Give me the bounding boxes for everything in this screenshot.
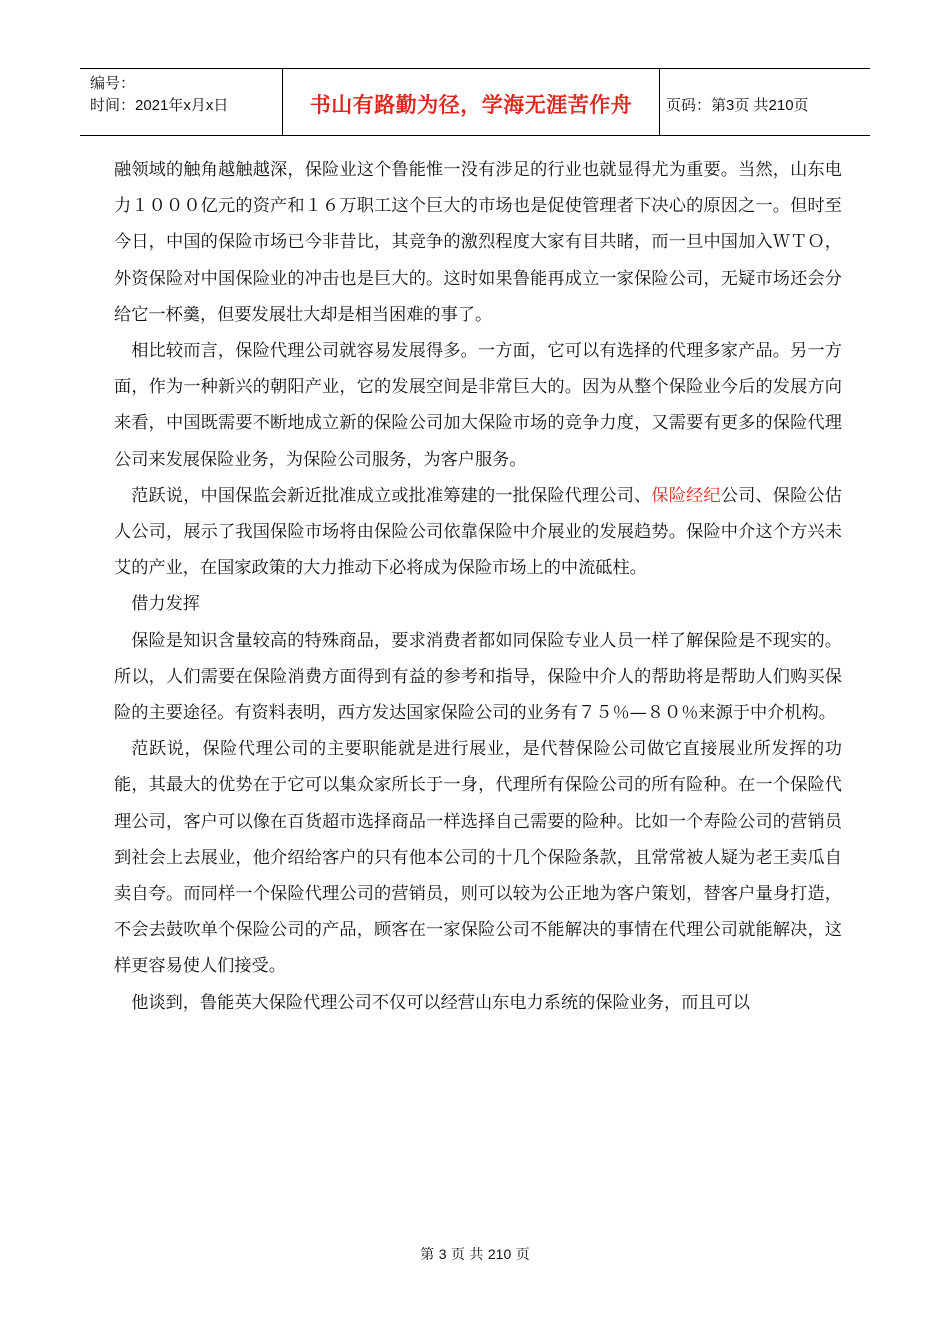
paragraph xyxy=(114,478,842,587)
paragraph: 融领域的触角越触越深，保险业这个鲁能惟一没有涉足的行业也就显得尤为重要。当然，山东电力１０００亿元的资产和１６万职工这个巨大的市场也是促使管理者下决心的原因之一。但时至今日，中国的保险市场已今非昔比，其竞争的激烈程度大家有目共睹，而一旦中国加入ＷＴＯ，外资保险对中国保险业的冲击也是巨大的。这时如果鲁能再成立一家保险公司，无疑市场还会分给它一杯羹，但要发展壮大却是相当困难的事了。 xyxy=(114,160,842,325)
footer-suffix: 页 xyxy=(515,1247,530,1263)
footer-prefix: 第 xyxy=(420,1247,435,1263)
paragraph: 保险是知识含量较高的特殊商品，要求消费者都如同保险专业人员一样了解保险是不现实的。所以，人们需要在保险消费方面得到有益的参考和指导，保险中介人的帮助将是帮助人们购买保险的主要途径。有资料表明，西方发达国家保险公司的业务有７５％—８０％来源于中介机构。 xyxy=(114,630,842,724)
footer-page-number: 3 xyxy=(438,1246,447,1262)
paragraph: 相比较而言，保险代理公司就容易发展得多。一方面，它可以有选择的代理多家产品。另一方面，作为一种新兴的朝阳产业，它的发展空间是非常巨大的。因为从整个保险业今后的发展方向来看，中国既需要不断地成立新的保险公司加大保险市场的竞争力度，又需要有更多的保险代理公司来发展保险业务，为保险公司服务，为客户服务。 xyxy=(114,341,842,470)
footer-total-pages: 210 xyxy=(487,1246,512,1262)
page-code: 页码：第3页 共210页 xyxy=(666,96,809,114)
section-heading: 借力发挥 xyxy=(131,594,200,615)
document-body xyxy=(114,152,842,1021)
paragraph: 他谈到，鲁能英大保险代理公司不仅可以经营山东电力系统的保险业务，而且可以 xyxy=(131,992,750,1013)
header-meta-cell xyxy=(80,69,283,135)
footer-middle: 页 共 xyxy=(450,1247,484,1263)
number-label: 编号： xyxy=(90,75,136,92)
insurance-broker-link[interactable]: 保险经纪 xyxy=(651,485,721,506)
document-header xyxy=(80,68,870,136)
header-motto-cell xyxy=(283,69,660,135)
motto-text: 书山有路勤为径，学海无涯苦作舟 xyxy=(309,93,633,117)
paragraph-text: 公司、保险公估人公司，展示了我国保险市场将由保险公司依靠保险中介展业的发展趋势。保险中介这个方兴未艾的产业，在国家政策的大力推动下必将成为保险市场上的中流砥柱。 xyxy=(114,485,842,579)
date-label: 时间：2021年x月x日 xyxy=(90,97,229,114)
header-page-cell xyxy=(660,69,870,135)
paragraph-text: 范跃说，中国保监会新近批准成立或批准筹建的一批保险代理公司、 xyxy=(131,485,652,506)
page-footer xyxy=(0,1244,950,1264)
paragraph: 范跃说，保险代理公司的主要职能就是进行展业，是代替保险公司做它直接展业所发挥的功能，其最大的优势在于它可以集众家所长于一身，代理所有保险公司的所有险种。在一个保险代理公司，客户可以像在百货超市选择商品一样选择自己需要的险种。比如一个寿险公司的营销员到社会上去展业，他介绍给客户的只有他本公司的十几个保险条款，且常常被人疑为老王卖瓜自卖自夸。而同样一个保险代理公司的营销员，则可以较为公正地为客户策划，替客户量身打造，不会去鼓吹单个保险公司的产品，顾客在一家保险公司不能解决的事情在代理公司就能解决，这样更容易使人们接受。 xyxy=(114,739,842,977)
